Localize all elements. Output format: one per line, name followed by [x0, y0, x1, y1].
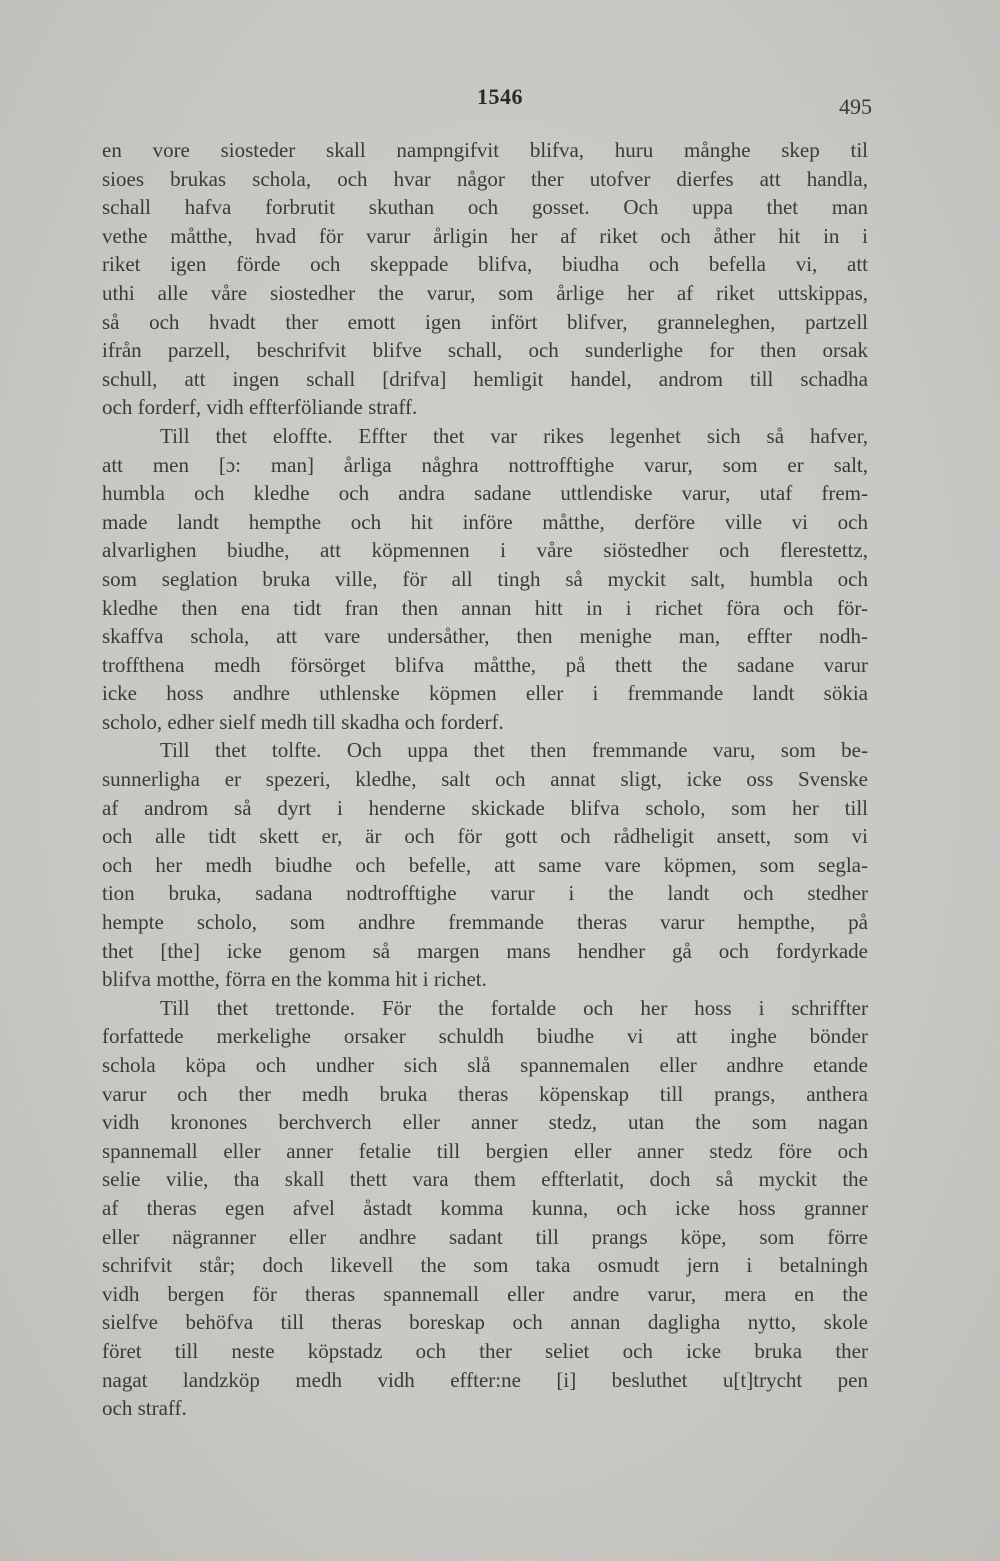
text-line: alvarlighen biudhe, att köpmennen i våre siöstedher och flerestettz,: [102, 538, 868, 563]
text-line: thet [the] icke genom så margen mans hendher gå och fordyrkade: [102, 938, 868, 963]
text-line: made landt hempthe och hit införe måtthe, derföre ville vi och: [102, 509, 868, 534]
text-line: forfattede merkelighe orsaker schuldh biudhe vi att inghe bönder: [102, 1024, 868, 1049]
text-line: kledhe then ena tidt fran then annan hitt in i richet föra och för-: [102, 595, 868, 620]
text-line: blifva motthe, förra en the komma hit i richet.: [102, 967, 487, 992]
text-line: schull, att ingen schall [drifva] hemligit handel, androm till schadha: [102, 366, 868, 391]
text-line: hempte scholo, som andhre fremmande theras varur hempthe, på: [102, 910, 868, 935]
text-line: och her medh biudhe och befelle, att same vare köpmen, som segla-: [102, 852, 868, 877]
text-line: skaffva schola, att vare undersåther, then menighe man, effter nodh-: [102, 624, 868, 649]
text-line: föret till neste köpstadz och ther seliet och icke bruka ther: [102, 1338, 868, 1363]
text-line: och alle tidt skett er, är och för gott och rådheligit ansett, som vi: [102, 824, 868, 849]
text-line: vethe måtthe, hvad för varur årligin her af riket och åther hit in i: [102, 223, 868, 248]
body-text: [102, 136, 868, 1423]
text-line: eller nägranner eller andhre sadant till prangs köpe, som förre: [102, 1224, 868, 1249]
text-line: sunnerligha er spezeri, kledhe, salt och annat sligt, icke oss Svenske: [102, 767, 868, 792]
text-line: och forderf, vidh effterföliande straff.: [102, 395, 418, 420]
text-line: en vore siosteder skall nampngifvit blifva, huru månghe skep til: [102, 138, 868, 162]
text-line: att men [ɔ: man] årliga någhra nottrofftighe varur, som er salt,: [102, 452, 868, 477]
text-line: selie vilie, tha skall thett vara them effterlatit, doch så myckit the: [102, 1167, 868, 1192]
text-line: humbla och kledhe och andra sadane uttlendiske varur, utaf frem-: [102, 481, 868, 506]
text-line: så och hvadt ther emott igen infört blifver, granneleghen, partzell: [102, 309, 868, 334]
text-line: och straff.: [102, 1396, 187, 1421]
text-line: ifrån parzell, beschrifvit blifve schall, och sunderlighe for then orsak: [102, 338, 868, 363]
text-line: riket igen förde och skeppade blifva, biudha och befella vi, att: [102, 252, 868, 277]
text-line: uthi alle våre siostedher the varur, som årlige her af riket uttskippas,: [102, 280, 868, 305]
page-number: 495: [839, 94, 872, 119]
header-year: 1546: [477, 84, 523, 109]
text-line: vidh kronones berchverch eller anner stedz, utan the som nagan: [102, 1110, 868, 1135]
text-line: Till thet tolfte. Och uppa thet then fremmande varu, som be-: [160, 738, 868, 763]
text-line: schrifvit står; doch likevell the som taka osmudt jern i betalningh: [102, 1253, 868, 1278]
text-line: icke hoss andhre uthlenske köpmen eller i fremmande landt sökia: [102, 681, 868, 706]
text-line: tion bruka, sadana nodtrofftighe varur i the landt och stedher: [102, 881, 868, 906]
text-line: spannemall eller anner fetalie till bergien eller anner stedz före och: [102, 1138, 868, 1163]
text-line: Till thet eloffte. Effter thet var rikes legenhet sich så hafver,: [160, 423, 868, 448]
text-line: vidh bergen för theras spannemall eller andre varur, mera en the: [102, 1281, 868, 1306]
text-line: troffthena medh försörget blifva måtthe, på thett the sadane varur: [102, 652, 868, 677]
text-line: sielfve behöfva till theras boreskap och annan dagligha nytto, skole: [102, 1310, 868, 1335]
text-line: sioes brukas schola, och hvar någor ther utofver dierfes att handla,: [102, 166, 868, 191]
text-line: nagat landzköp medh vidh effter:ne [i] besluthet u[t]trycht pen: [102, 1367, 868, 1392]
text-line: af theras egen afvel åstadt komma kunna, och icke hoss granner: [102, 1195, 868, 1220]
text-line: scholo, edher sielf medh till skadha och forderf.: [102, 709, 504, 734]
text-line: Till thet trettonde. För the fortalde och her hoss i schriffter: [160, 995, 868, 1020]
text-line: varur och ther medh bruka theras köpenskap till prangs, anthera: [102, 1081, 868, 1106]
text-line: af androm så dyrt i henderne skickade blifva scholo, som her till: [102, 795, 868, 820]
text-line: som seglation bruka ville, för all tingh så myckit salt, humbla och: [102, 566, 868, 591]
text-line: schall hafva forbrutit skuthan och gosset. Och uppa thet man: [102, 195, 868, 220]
text-line: schola köpa och undher sich slå spannemalen eller andhre etande: [102, 1053, 868, 1077]
